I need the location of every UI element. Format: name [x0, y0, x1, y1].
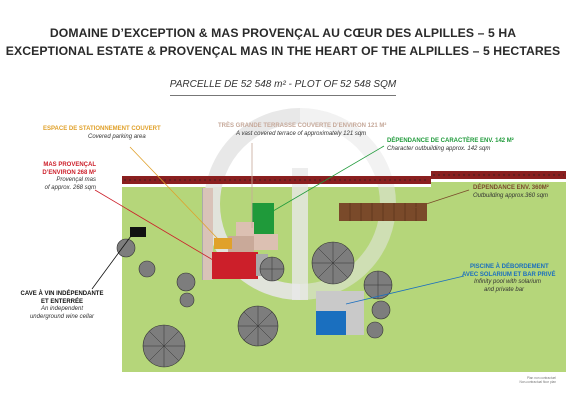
label-pool-en1: Infinity pool with solarium: [474, 279, 542, 286]
mas-building: [212, 252, 258, 279]
label-outbuilding360: [473, 185, 549, 200]
outbuilding-142: [252, 203, 274, 235]
label-outbuilding142-en: Character outbuilding approx. 142 sqm: [387, 145, 491, 152]
title-french: DOMAINE D’EXCEPTION & MAS PROVENÇAL AU CŒUR DES ALPILLES – 5 HA: [49, 26, 517, 40]
parking-area: [214, 238, 232, 249]
label-mas-en1: Provençal mas: [56, 177, 96, 184]
wine-cellar: [130, 227, 146, 237]
label-pool-fr2: AVEC SOLARIUM ET BAR PRIVÉ: [462, 271, 556, 278]
label-cellar-fr1: CAVE À VIN INDÉPENDANTE: [20, 291, 104, 297]
label-mas-fr2: D’ENVIRON 268 M²: [42, 169, 96, 176]
label-mas-fr1: MAS PROVENÇAL: [43, 162, 96, 168]
label-terrace: [218, 123, 386, 138]
label-pool: [462, 264, 556, 294]
driveway: [203, 188, 213, 280]
label-terrace-en: A vast covered terrace of approximately 121 sqm: [236, 130, 367, 137]
footer-line1: Plan non contractuel: [526, 376, 556, 380]
label-outbuilding360-en: Outbuilding approx.360 sqm: [473, 192, 549, 199]
label-pool-en2: and private bar: [484, 286, 525, 293]
label-mas: [34, 162, 96, 192]
label-cellar-en1: An independent: [40, 306, 84, 313]
watermark-bar: [292, 168, 308, 300]
label-parking: [43, 126, 161, 141]
footer-line2: Non-contractual floor plan: [519, 380, 556, 384]
terrace-upper: [236, 222, 254, 236]
footer-note: [512, 376, 556, 384]
terrace-right: [252, 234, 278, 250]
label-cellar-fr2: ET ENTERRÉE: [40, 298, 83, 305]
label-cellar-en2: underground wine cellar: [29, 313, 95, 320]
label-outbuilding360-fr: DÉPENDANCE ENV. 360M²: [473, 185, 549, 191]
infinity-pool: [316, 311, 346, 335]
title-english: EXCEPTIONAL ESTATE & PROVENÇAL MAS IN THE HEART OF THE ALPILLES – 5 HECTARES: [5, 44, 561, 58]
label-mas-en2: of approx. 268 sqm: [44, 184, 96, 191]
driveway-edge: [202, 188, 203, 280]
label-outbuilding142-fr: DÉPENDANCE DE CARACTÈRE ENV. 142 M²: [387, 138, 514, 144]
label-pool-fr1: PISCINE À DÉBORDEMENT: [470, 264, 549, 270]
label-parking-fr: ESPACE DE STATIONNEMENT COUVERT: [43, 126, 161, 132]
label-parking-en: Covered parking area: [88, 133, 146, 140]
plot-subtitle: PARCELLE DE 52 548 m² - PLOT OF 52 548 SQM: [169, 79, 397, 90]
label-terrace-fr: TRÈS GRANDE TERRASSE COUVERTE D’ENVIRON 121 M²: [218, 123, 387, 129]
label-cellar: [16, 291, 108, 321]
label-outbuilding142: [387, 138, 514, 153]
